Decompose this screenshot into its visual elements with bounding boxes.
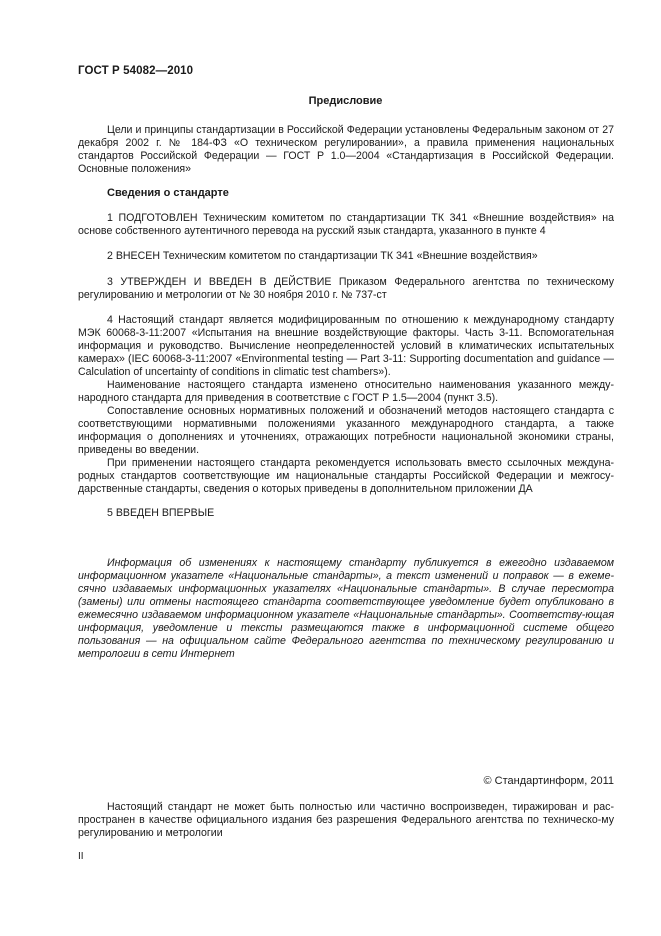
document-code: ГОСТ Р 54082—2010: [78, 65, 194, 77]
info-item-4-para-2: Наименование настоящего стандарта изменено относительно наименования указанного между-народного стандарта для приведения в соответствие с ГОСТ Р 1.5—2004 (пункт 3.5).: [78, 379, 614, 404]
info-heading: Сведения о стандарте: [107, 187, 229, 199]
info-item-2-text: 2 ВНЕСЕН Техническим комитетом по стандартизации ТК 341 «Внешние воздействия»: [107, 250, 538, 262]
preface-title: Предисловие: [308, 95, 383, 107]
info-item-1: [78, 212, 614, 238]
info-item-5: [78, 507, 614, 520]
rights-notice-text: Настоящий стандарт не может быть полностью или частично воспроизведен, тиражирован и рас-пространен в качестве официального издания без разрешения Федерального агентства по техническо-му регулированию и метрологии: [78, 801, 614, 839]
change-notice-text: Информация об изменениях к настоящему стандарту публикуется в ежегодно издаваемом информационном указателе «Национальные стандарты», а текст изменений и поправок — в ежеме-сячно издаваемых информационных указателях «Национальные стандарты». В случае пересмотра (замены) или отмены настоящего стандарта соответствующее уведомление будет опубликовано в ежемесячно издаваемом информационном указателе «Национальные стандарты». Соответству-ющая информация, уведомление и тексты размещаются также в информационной системе общего пользования — на официальном сайте Федерального агентства по техническому регулированию и метрологии в сети Интернет: [78, 557, 614, 660]
rights-notice: [78, 801, 614, 840]
preface-intro: [78, 124, 614, 176]
change-notice: [78, 557, 614, 661]
info-item-2: [78, 250, 614, 263]
info-item-3: [78, 276, 614, 302]
info-item-4-para-1: 4 Настоящий стандарт является модифицированным по отношению к международному стандарту МЭК 60068-3-11:2007 «Испытания на внешние воздействующие факторы. Часть 3-11. Вспомогательная информация и руководство. Вычисление неопределенностей условий в климатических испытательных камерах» (IEC 60068-3-11:2007 «Environmental testing — Part 3-11: Supporting documentation and guidance — Calculation of uncertainty of conditions in climatic test chambers»).: [78, 314, 614, 378]
info-item-4-para-4: При применении настоящего стандарта рекомендуется использовать вместо ссылочных междуна-родных стандартов соответствующие им национальные стандарты Российской Федерации и межгосу-дарственные стандарты, сведения о которых приведены в дополнительном приложении ДА: [78, 457, 614, 495]
page-number: II: [78, 851, 84, 862]
info-item-4-para-3: Сопоставление основных нормативных положений и обозначений методов настоящего стандарта с соответствующими нормативными положениями указанного международного стандарта, а также информация о дополнениях и уточнениях, отражающих потребности национальной экономики страны, приведены во введении.: [78, 405, 614, 456]
info-item-1-text: 1 ПОДГОТОВЛЕН Техническим комитетом по стандартизации ТК 341 «Внешние воздействия» на основе собственного аутентичного перевода на русский язык стандарта, указанного в пункте 4: [78, 212, 614, 237]
info-item-4: [78, 314, 614, 496]
preface-intro-text: Цели и принципы стандартизации в Российской Федерации установлены Федеральным законом от 27 декабря 2002 г. № 184-ФЗ «О техническом регулировании», а правила применения национальных стандартов Российской Федерации — ГОСТ Р 1.0—2004 «Стандартизация в Российской Федерации. Основные положения»: [78, 124, 614, 175]
info-item-3-text: 3 УТВЕРЖДЕН И ВВЕДЕН В ДЕЙСТВИЕ Приказом Федерального агентства по техническому регулированию и метрологии от № 30 ноября 2010 г. № 737-ст: [78, 276, 614, 301]
info-item-5-text: 5 ВВЕДЕН ВПЕРВЫЕ: [107, 507, 215, 519]
copyright-line: © Стандартинформ, 2011: [483, 775, 614, 787]
